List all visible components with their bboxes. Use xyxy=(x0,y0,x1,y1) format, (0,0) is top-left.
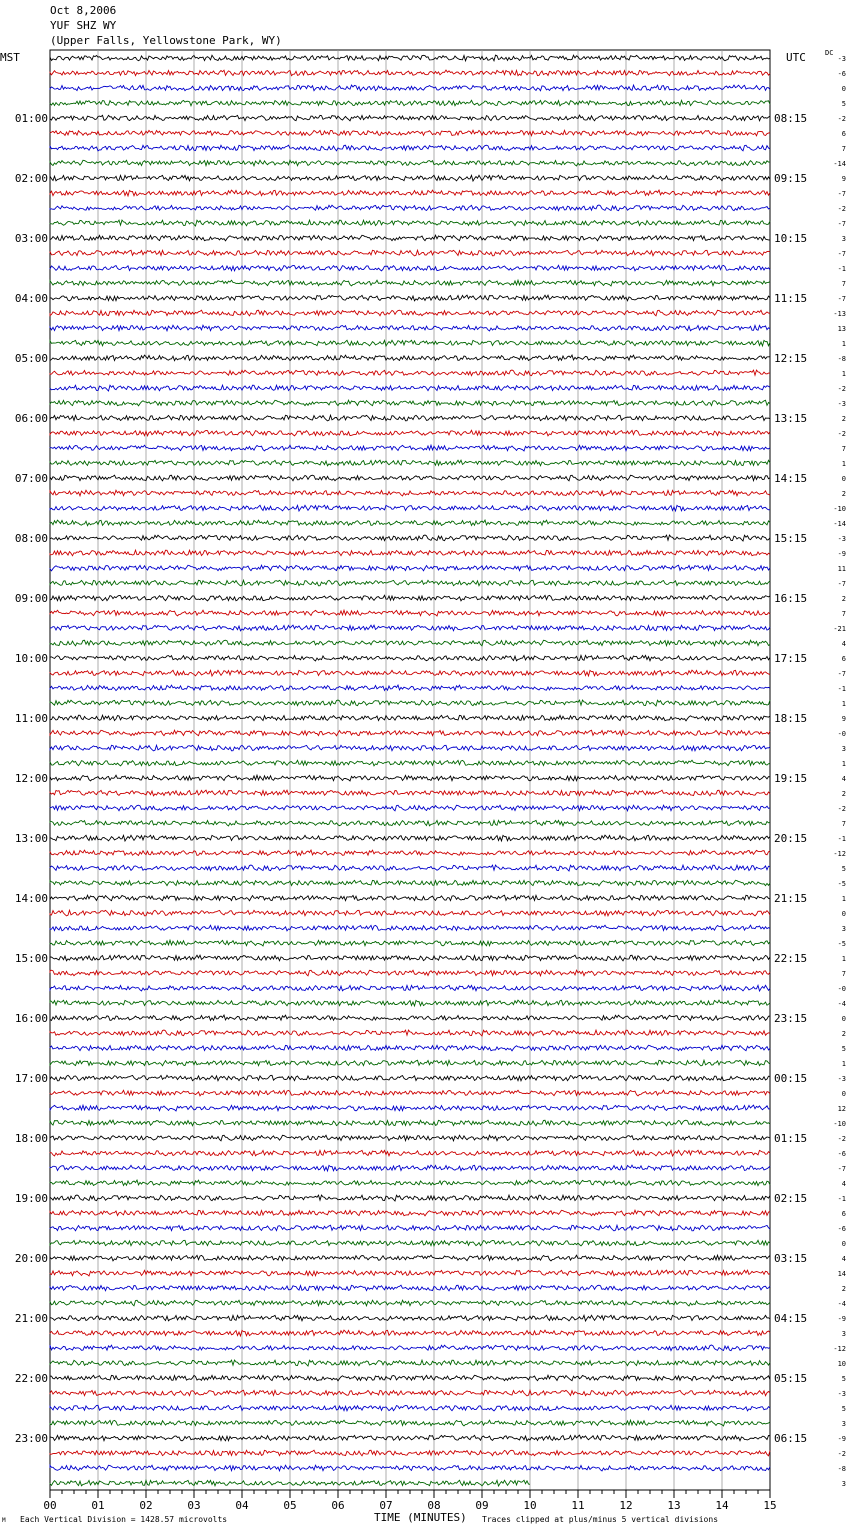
dc-offset-label: -21 xyxy=(833,625,846,633)
right-hour-label: 16:15 xyxy=(774,592,808,605)
dc-offset-label: -1 xyxy=(837,685,846,693)
left-hour-label: 17:00 xyxy=(14,1072,48,1085)
trace-line xyxy=(50,805,770,811)
trace-line xyxy=(50,1375,770,1381)
right-hour-label: 10:15 xyxy=(774,232,808,245)
dc-offset-label: 0 xyxy=(841,1090,846,1098)
dc-offset-label: 0 xyxy=(841,1240,846,1248)
dc-offset-label: 6 xyxy=(841,130,846,138)
trace-line xyxy=(50,1090,770,1096)
time-axis xyxy=(43,1490,776,1512)
dc-offset-label: 6 xyxy=(841,655,846,663)
trace-line xyxy=(50,115,770,121)
trace-line xyxy=(50,280,770,286)
trace-line xyxy=(50,895,770,901)
dc-offset-label: -10 xyxy=(833,1120,846,1128)
trace-line xyxy=(50,1000,770,1006)
x-tick-label: 05 xyxy=(283,1499,297,1512)
dc-offset-label: 3 xyxy=(841,1420,846,1428)
left-hour-label: 01:00 xyxy=(14,112,48,125)
left-hour-label: 09:00 xyxy=(14,592,48,605)
dc-offset-label: 3 xyxy=(841,925,846,933)
dc-offset-label: 5 xyxy=(841,1405,846,1413)
trace-line xyxy=(50,1195,770,1201)
x-tick-label: 03 xyxy=(187,1499,201,1512)
dc-offset-label: 1 xyxy=(841,1060,846,1068)
plot-date: Oct 8,2006 xyxy=(50,4,117,17)
trace-line xyxy=(50,400,770,406)
right-hour-label: 13:15 xyxy=(774,412,808,425)
trace-line xyxy=(50,1045,770,1051)
x-tick-label: 10 xyxy=(523,1499,537,1512)
x-tick-label: 00 xyxy=(43,1499,57,1512)
dc-offset-label: -2 xyxy=(837,430,846,438)
dc-offset-label: 1 xyxy=(841,955,846,963)
right-hour-label: 14:15 xyxy=(774,472,808,485)
right-hour-label: 05:15 xyxy=(774,1372,808,1385)
dc-offset-label: 0 xyxy=(841,910,846,918)
trace-line xyxy=(50,1450,770,1456)
trace-line xyxy=(50,235,770,241)
dc-offset-label: -9 xyxy=(837,1315,846,1323)
trace-line xyxy=(50,1300,770,1306)
dc-offset-label: -7 xyxy=(837,295,846,303)
trace-line xyxy=(50,985,770,991)
dc-offset-label: -6 xyxy=(837,70,846,78)
right-hour-label: 09:15 xyxy=(774,172,808,185)
right-hour-label: 01:15 xyxy=(774,1132,808,1145)
trace-line xyxy=(50,655,770,661)
trace-line xyxy=(50,1315,770,1321)
x-tick-label: 13 xyxy=(667,1499,681,1512)
dc-offset-label: -4 xyxy=(837,1000,846,1008)
x-tick-label: 12 xyxy=(619,1499,633,1512)
dc-offset-label: -3 xyxy=(837,1075,846,1083)
trace-line xyxy=(50,1285,770,1291)
trace-line xyxy=(50,460,770,466)
dc-offset-label: 10 xyxy=(837,1360,846,1368)
trace-line xyxy=(50,475,770,481)
dc-offset-header: DC xyxy=(825,49,834,57)
dc-offset-label: 5 xyxy=(841,100,846,108)
right-hour-label: 08:15 xyxy=(774,112,808,125)
trace-line xyxy=(50,535,770,541)
dc-offset-label: 12 xyxy=(837,1105,846,1113)
trace-line xyxy=(50,865,770,871)
trace-line xyxy=(50,970,770,976)
dc-offset-label: 7 xyxy=(841,145,846,153)
dc-offset-label: 1 xyxy=(841,340,846,348)
left-hour-label: 14:00 xyxy=(14,892,48,905)
left-hour-label: 05:00 xyxy=(14,352,48,365)
dc-offset-label: -12 xyxy=(833,1345,846,1353)
trace-line xyxy=(50,505,770,511)
dc-offset-label: 5 xyxy=(841,1375,846,1383)
trace-line xyxy=(50,1270,770,1276)
trace-line xyxy=(50,550,770,556)
dc-offset-label: 0 xyxy=(841,475,846,483)
trace-line xyxy=(50,625,770,631)
trace-line xyxy=(50,820,770,826)
trace-line xyxy=(50,1360,770,1366)
dc-offset-label: -9 xyxy=(837,550,846,558)
dc-offset-label: -2 xyxy=(837,1135,846,1143)
dc-offset-label: -12 xyxy=(833,850,846,858)
dc-offset-label: 1 xyxy=(841,760,846,768)
dc-offset-label: -3 xyxy=(837,1390,846,1398)
trace-line xyxy=(50,1150,770,1156)
dc-offset-label: -3 xyxy=(837,400,846,408)
trace-line xyxy=(50,355,770,361)
dc-offset-label: 4 xyxy=(841,640,846,648)
dc-offset-label: 9 xyxy=(841,175,846,183)
trace-line xyxy=(50,925,770,931)
trace-line xyxy=(50,160,770,166)
trace-line xyxy=(50,760,770,766)
dc-offset-label: 14 xyxy=(837,1270,846,1278)
trace-line xyxy=(50,745,770,751)
trace-line xyxy=(50,385,770,391)
dc-offset-label: -9 xyxy=(837,1435,846,1443)
dc-offset-label: 1 xyxy=(841,895,846,903)
dc-offset-label: -1 xyxy=(837,265,846,273)
x-tick-label: 04 xyxy=(235,1499,249,1512)
dc-offset-label: -14 xyxy=(833,160,846,168)
dc-offset-label: -3 xyxy=(837,535,846,543)
trace-line xyxy=(50,880,770,886)
trace-line xyxy=(50,415,770,421)
trace-line xyxy=(50,130,770,136)
trace-line xyxy=(50,145,770,151)
trace-line xyxy=(50,70,770,76)
trace-line xyxy=(50,940,770,946)
dc-offset-label: 1 xyxy=(841,700,846,708)
left-hour-label: 15:00 xyxy=(14,952,48,965)
trace-line xyxy=(50,595,770,601)
trace-line xyxy=(50,445,770,451)
right-hour-label: 19:15 xyxy=(774,772,808,785)
trace-line xyxy=(50,850,770,855)
trace-line xyxy=(50,430,770,436)
dc-offset-label: -7 xyxy=(837,670,846,678)
dc-offset-label: -4 xyxy=(837,1300,846,1308)
x-tick-label: 07 xyxy=(379,1499,393,1512)
dc-offset-label: 7 xyxy=(841,820,846,828)
trace-line xyxy=(50,100,770,106)
trace-line xyxy=(50,310,770,316)
left-hour-label: 13:00 xyxy=(14,832,48,845)
dc-offset-label: 7 xyxy=(841,445,846,453)
left-timezone-label: MST xyxy=(0,51,20,64)
trace-line xyxy=(50,910,770,916)
dc-offset-label: -8 xyxy=(837,355,846,363)
dc-offset-label: 4 xyxy=(841,1180,846,1188)
left-hour-label: 02:00 xyxy=(14,172,48,185)
right-hour-label: 03:15 xyxy=(774,1252,808,1265)
left-hour-label: 12:00 xyxy=(14,772,48,785)
trace-line xyxy=(50,955,770,961)
dc-offset-label: 13 xyxy=(837,325,846,333)
trace-line xyxy=(50,1255,770,1261)
trace-line xyxy=(50,670,770,676)
dc-offset-label: 4 xyxy=(841,775,846,783)
dc-offset-label: -6 xyxy=(837,1150,846,1158)
dc-offset-label: -7 xyxy=(837,220,846,228)
dc-offset-label: 6 xyxy=(841,1210,846,1218)
x-tick-label: 11 xyxy=(571,1499,585,1512)
trace-line xyxy=(50,790,770,796)
dc-offset-label: 2 xyxy=(841,1285,846,1293)
left-hour-label: 06:00 xyxy=(14,412,48,425)
trace-line xyxy=(50,1120,770,1126)
x-tick-label: 08 xyxy=(427,1499,441,1512)
station-location: (Upper Falls, Yellowstone Park, WY) xyxy=(50,34,282,47)
dc-offset-label: 1 xyxy=(841,460,846,468)
dc-offset-label: -7 xyxy=(837,580,846,588)
dc-offset-label: -7 xyxy=(837,190,846,198)
left-hour-label: 21:00 xyxy=(14,1312,48,1325)
left-hour-label: 07:00 xyxy=(14,472,48,485)
dc-offset-label: 5 xyxy=(841,865,846,873)
right-hour-label: 02:15 xyxy=(774,1192,808,1205)
clip-note: Traces clipped at plus/minus 5 vertical divisions xyxy=(482,1515,719,1524)
left-hour-label: 19:00 xyxy=(14,1192,48,1205)
dc-offset-label: 2 xyxy=(841,595,846,603)
dc-offset-label: 0 xyxy=(841,85,846,93)
dc-offset-label: 0 xyxy=(841,1015,846,1023)
trace-line xyxy=(50,1465,770,1471)
x-tick-label: 15 xyxy=(763,1499,777,1512)
x-tick-label: 09 xyxy=(475,1499,489,1512)
trace-line xyxy=(50,220,770,226)
trace-line xyxy=(50,565,770,571)
corner-mark: M xyxy=(2,1517,6,1524)
dc-offset-label: -7 xyxy=(837,250,846,258)
trace-line xyxy=(50,1060,770,1066)
scale-note: Each Vertical Division = 1428.57 microvolts xyxy=(20,1515,228,1524)
right-hour-label: 23:15 xyxy=(774,1012,808,1025)
dc-offset-label: -2 xyxy=(837,1450,846,1458)
dc-offset-label: -5 xyxy=(837,880,846,888)
x-tick-label: 14 xyxy=(715,1499,729,1512)
trace-line xyxy=(50,490,770,496)
dc-offset-label: -0 xyxy=(837,730,846,738)
trace-line xyxy=(50,610,770,616)
trace-line xyxy=(50,580,770,586)
trace-line xyxy=(50,1075,770,1081)
dc-offset-label: 7 xyxy=(841,970,846,978)
right-hour-label: 12:15 xyxy=(774,352,808,365)
trace-line xyxy=(50,1435,770,1441)
trace-line xyxy=(50,730,770,736)
dc-offset-label: -2 xyxy=(837,205,846,213)
dc-offset-label: -8 xyxy=(837,1465,846,1473)
right-hour-label: 11:15 xyxy=(774,292,808,305)
trace-line xyxy=(50,1015,770,1020)
dc-offset-label: 2 xyxy=(841,415,846,423)
x-tick-label: 02 xyxy=(139,1499,153,1512)
dc-offset-label: 3 xyxy=(841,1330,846,1338)
trace-line xyxy=(50,1345,770,1351)
trace-line xyxy=(50,1210,770,1216)
dc-offset-label: 7 xyxy=(841,280,846,288)
left-hour-label: 03:00 xyxy=(14,232,48,245)
dc-offset-label: -13 xyxy=(833,310,846,318)
seismic-traces xyxy=(50,55,770,1486)
trace-line xyxy=(50,295,770,301)
left-hour-label: 23:00 xyxy=(14,1432,48,1445)
dc-offset-label: -10 xyxy=(833,505,846,513)
dc-offset-label: -1 xyxy=(837,1195,846,1203)
trace-line xyxy=(50,520,770,526)
dc-offset-label: -3 xyxy=(837,55,846,63)
trace-line xyxy=(50,1390,770,1396)
dc-offset-label: -7 xyxy=(837,1165,846,1173)
dc-offset-label: 3 xyxy=(841,235,846,243)
left-hour-label: 08:00 xyxy=(14,532,48,545)
trace-line xyxy=(50,1240,770,1246)
dc-offset-label: -2 xyxy=(837,385,846,393)
dc-offset-label: -1 xyxy=(837,835,846,843)
trace-line xyxy=(50,1030,770,1036)
x-axis-title: TIME (MINUTES) xyxy=(374,1511,467,1524)
right-hour-label: 21:15 xyxy=(774,892,808,905)
trace-line xyxy=(50,205,770,211)
trace-line xyxy=(50,55,770,61)
dc-offset-label: -5 xyxy=(837,940,846,948)
x-tick-label: 01 xyxy=(91,1499,105,1512)
right-hour-label: 17:15 xyxy=(774,652,808,665)
left-hour-label: 20:00 xyxy=(14,1252,48,1265)
trace-line xyxy=(50,340,770,346)
trace-line xyxy=(50,175,770,181)
dc-offset-label: -6 xyxy=(837,1225,846,1233)
dc-offset-label: -0 xyxy=(837,985,846,993)
right-hour-label: 20:15 xyxy=(774,832,808,845)
trace-line xyxy=(50,1225,770,1231)
dc-offset-label: -2 xyxy=(837,805,846,813)
trace-line xyxy=(50,190,770,196)
x-tick-label: 06 xyxy=(331,1499,345,1512)
trace-line xyxy=(50,325,770,331)
dc-offset-label: 5 xyxy=(841,1045,846,1053)
trace-line xyxy=(50,775,770,781)
trace-line xyxy=(50,835,770,841)
dc-offset-label: -14 xyxy=(833,520,846,528)
right-hour-label: 06:15 xyxy=(774,1432,808,1445)
trace-line xyxy=(50,85,770,91)
dc-offset-label: 3 xyxy=(841,1480,846,1488)
dc-offset-label: 2 xyxy=(841,790,846,798)
station-code: YUF SHZ WY xyxy=(50,19,117,32)
dc-offset-label: -2 xyxy=(837,115,846,123)
right-hour-label: 04:15 xyxy=(774,1312,808,1325)
left-hour-label: 11:00 xyxy=(14,712,48,725)
dc-offset-label: 3 xyxy=(841,745,846,753)
left-hour-label: 10:00 xyxy=(14,652,48,665)
right-timezone-label: UTC xyxy=(786,51,806,64)
trace-line xyxy=(50,1420,770,1426)
right-hour-label: 15:15 xyxy=(774,532,808,545)
right-hour-label: 22:15 xyxy=(774,952,808,965)
dc-offset-label: 2 xyxy=(841,1030,846,1038)
dc-offset-label: 9 xyxy=(841,715,846,723)
trace-line xyxy=(50,700,770,706)
trace-line xyxy=(50,265,770,271)
trace-line xyxy=(50,1135,770,1141)
left-hour-label: 18:00 xyxy=(14,1132,48,1145)
left-hour-label: 04:00 xyxy=(14,292,48,305)
trace-line xyxy=(50,250,770,256)
dc-offset-label: 1 xyxy=(841,370,846,378)
dc-offset-label: 2 xyxy=(841,490,846,498)
trace-line xyxy=(50,370,770,376)
trace-line xyxy=(50,715,770,721)
dc-offset-label: 4 xyxy=(841,1255,846,1263)
trace-line xyxy=(50,1105,770,1111)
left-hour-label: 16:00 xyxy=(14,1012,48,1025)
dc-offset-label: 11 xyxy=(837,565,846,573)
dc-offset-label: 7 xyxy=(841,610,846,618)
left-hour-label: 22:00 xyxy=(14,1372,48,1385)
trace-line xyxy=(50,640,770,646)
trace-line xyxy=(50,685,770,691)
trace-line xyxy=(50,1165,770,1171)
trace-line xyxy=(50,1405,770,1411)
trace-line xyxy=(50,1180,770,1186)
right-hour-label: 00:15 xyxy=(774,1072,808,1085)
right-hour-label: 18:15 xyxy=(774,712,808,725)
trace-line xyxy=(50,1330,770,1336)
